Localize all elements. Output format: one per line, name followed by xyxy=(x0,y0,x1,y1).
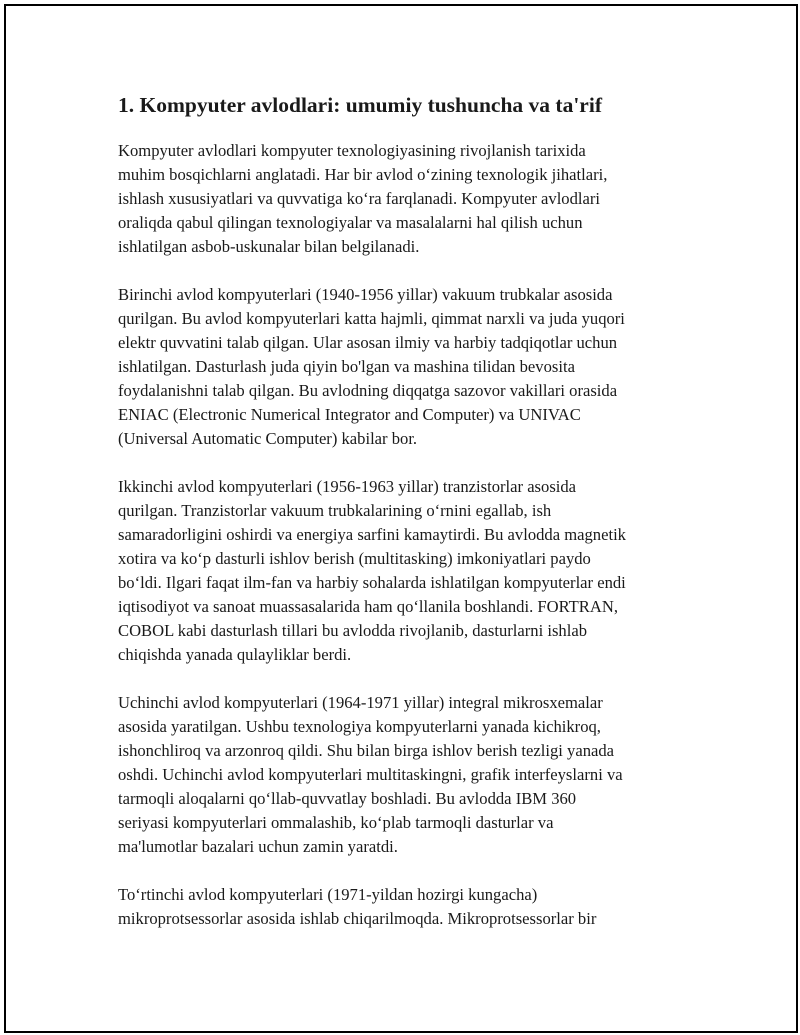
text-line: muhim bosqichlarni anglatadi. Har bir avlod o‘zining texnologik jihatlari, xyxy=(118,165,608,184)
text-line: foydalanishni talab qilgan. Bu avlodning diqqatga sazovor vakillari orasida xyxy=(118,381,618,400)
text-line: mikroprotsessorlar asosida ishlab chiqarilmoqda. Mikroprotsessorlar bir xyxy=(118,909,597,928)
text-line: iqtisodiyot va sanoat muassasalarida ham qo‘llanila boshlandi. FORTRAN, xyxy=(118,597,618,616)
paragraph-third-generation xyxy=(118,691,688,859)
text-line: COBOL kabi dasturlash tillari bu avlodda rivojlanib, dasturlarni ishlab xyxy=(118,621,587,640)
text-line: ishlash xususiyatlari va quvvatiga ko‘ra farqlanadi. Kompyuter avlodlari xyxy=(118,189,601,208)
text-line: Uchinchi avlod kompyuterlari (1964-1971 yillar) integral mikrosxemalar xyxy=(118,693,603,712)
text-line: (Universal Automatic Computer) kabilar bor. xyxy=(118,429,418,448)
text-line: Birinchi avlod kompyuterlari (1940-1956 yillar) vakuum trubkalar asosida xyxy=(118,285,613,304)
paragraph-second-generation xyxy=(118,475,688,667)
paragraph-intro xyxy=(118,139,688,259)
text-line: chiqishda yanada qulayliklar berdi. xyxy=(118,645,352,664)
text-line: qurilgan. Bu avlod kompyuterlari katta hajmli, qimmat narxli va juda yuqori xyxy=(118,309,625,328)
text-line: seriyasi kompyuterlari ommalashib, ko‘plab tarmoqli dasturlar va xyxy=(118,813,554,832)
text-line: ENIAC (Electronic Numerical Integrator and Computer) va UNIVAC xyxy=(118,405,581,424)
text-line: elektr quvvatini talab qilgan. Ular asosan ilmiy va harbiy tadqiqotlar uchun xyxy=(118,333,618,352)
text-line: samaradorligini oshirdi va energiya sarfini kamaytirdi. Bu avlodda magnetik xyxy=(118,525,626,544)
text-line: Ikkinchi avlod kompyuterlari (1956-1963 yillar) tranzistorlar asosida xyxy=(118,477,577,496)
text-line: oshdi. Uchinchi avlod kompyuterlari multitaskingni, grafik interfeyslarni va xyxy=(118,765,623,784)
text-line: ma'lumotlar bazalari uchun zamin yaratdi. xyxy=(118,837,398,856)
text-line: ishonchliroq va arzonroq qildi. Shu bilan birga ishlov berish tezligi yanada xyxy=(118,741,615,760)
text-line: ishlatilgan. Dasturlash juda qiyin bo'lgan va mashina tilidan bevosita xyxy=(118,357,575,376)
paragraph-fourth-generation xyxy=(118,883,688,931)
text-line: xotira va ko‘p dasturli ishlov berish (multitasking) imkoniyatlari paydo xyxy=(118,549,591,568)
text-line: oraliqda qabul qilingan texnologiyalar va masalalarni hal qilish uchun xyxy=(118,213,583,232)
text-line: To‘rtinchi avlod kompyuterlari (1971-yildan hozirgi kungacha) xyxy=(118,885,538,904)
text-line: asosida yaratilgan. Ushbu texnologiya kompyuterlarni yanada kichikroq, xyxy=(118,717,601,736)
document-body xyxy=(118,90,688,955)
paragraph-first-generation xyxy=(118,283,688,451)
text-line: ishlatilgan asbob-uskunalar bilan belgilanadi. xyxy=(118,237,420,256)
text-line: Kompyuter avlodlari kompyuter texnologiyasining rivojlanish tarixida xyxy=(118,141,586,160)
document-title: 1. Kompyuter avlodlari: umumiy tushuncha va ta'rif xyxy=(118,93,602,117)
text-line: tarmoqli aloqalarni qo‘llab-quvvatlay boshladi. Bu avlodda IBM 360 xyxy=(118,789,577,808)
text-line: qurilgan. Tranzistorlar vakuum trubkalarining o‘rnini egallab, ish xyxy=(118,501,552,520)
text-line: bo‘ldi. Ilgari faqat ilm-fan va harbiy sohalarda ishlatilgan kompyuterlar endi xyxy=(118,573,626,592)
